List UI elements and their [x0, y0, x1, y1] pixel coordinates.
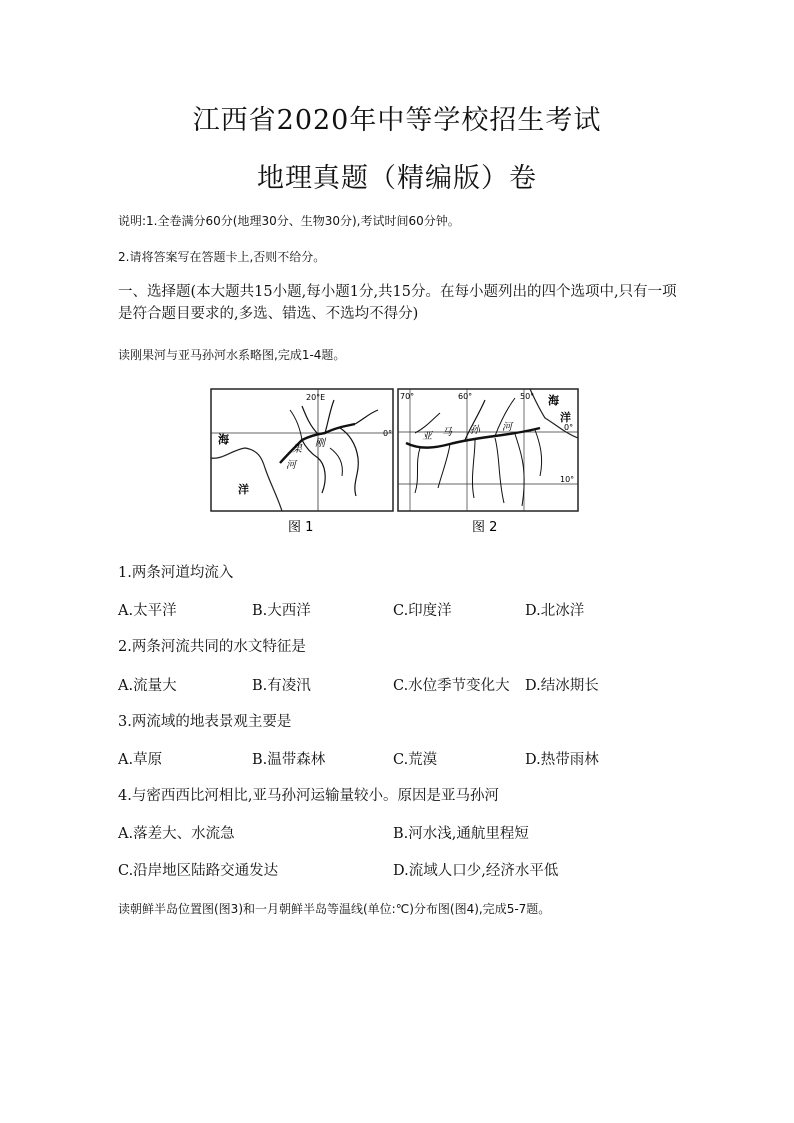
question-3-option-a: A.草原 [118, 752, 163, 768]
fig2-river-char-4: 河 [502, 422, 512, 433]
question-4-option-c: C.沿岸地区陆路交通发达 [118, 863, 279, 879]
figure-1-caption: 图 1 [288, 520, 314, 535]
fig2-lon-label-60: 60° [458, 392, 473, 401]
instruction-note-1: 说明:1.全卷满分60分(地理30分、生物30分),考试时间60分钟。 [118, 214, 460, 228]
question-2-stem: 2.两条河流共同的水文特征是 [118, 639, 306, 655]
question-4-stem: 4.与密西西比河相比,亚马孙河运输量较小。原因是亚马孙河 [118, 788, 499, 804]
fig2-lon-label-50: 50° [520, 392, 535, 401]
fig2-lat-label-0: 0° [564, 423, 574, 432]
question-4-option-a: A.落差大、水流急 [118, 826, 235, 842]
exam-subtitle: 地理真题（精编版）卷 [257, 163, 537, 194]
question-4-option-d: D.流域人口少,经济水平低 [393, 863, 559, 879]
question-3-option-b: B.温带森林 [252, 752, 326, 768]
exam-title: 江西省2020年中等学校招生考试 [192, 105, 602, 136]
question-1-option-c: C.印度洋 [393, 603, 452, 619]
question-2-option-c: C.水位季节变化大 [393, 678, 510, 694]
question-3-option-d: D.热带雨林 [525, 752, 599, 768]
fig2-sea-label: 海 [548, 394, 559, 407]
section-header-line-1: 一、选择题(本大题共15小题,每小题1分,共15分。在每小题列出的四个选项中,只有一项 [118, 284, 677, 300]
question-2-option-a: A.流量大 [118, 678, 177, 694]
figure-2-map [398, 389, 578, 511]
fig2-ocean-label: 洋 [560, 411, 571, 424]
question-4-option-b: B.河水浅,通航里程短 [393, 826, 529, 842]
question-2-option-d: D.结冰期长 [525, 678, 599, 694]
map-question-intro: 读刚果河与亚马孙河水系略图,完成1-4题。 [118, 348, 346, 362]
fig1-sea-label: 海 [218, 433, 229, 446]
figure-2-caption: 图 2 [472, 520, 498, 535]
fig1-river-char-1: 刚 [315, 438, 325, 449]
question-1-option-d: D.北冰洋 [525, 603, 585, 619]
fig1-ocean-label: 洋 [238, 483, 249, 496]
question-3-stem: 3.两流域的地表景观主要是 [118, 714, 292, 730]
question-1-stem: 1.两条河道均流入 [118, 565, 234, 581]
section-header-line-2: 是符合题目要求的,多选、错选、不选均不得分) [118, 306, 419, 322]
fig1-lat-label: 0° [383, 429, 393, 438]
fig2-lon-label-70: 70° [400, 392, 415, 401]
fig1-lon-label: 20°E [306, 393, 326, 402]
river-maps-figure [210, 388, 580, 538]
question-1-option-b: B.大西洋 [252, 603, 311, 619]
section-header [118, 281, 678, 325]
fig2-river-char-3: 孙 [470, 425, 480, 436]
fig2-river-char-2: 马 [442, 427, 452, 438]
question-1-option-a: A.太平洋 [118, 603, 177, 619]
question-3-option-c: C.荒漠 [393, 752, 438, 768]
fig1-river-char-2: 果 [292, 444, 302, 455]
question-2-option-b: B.有凌汛 [252, 678, 311, 694]
fig2-lat-label-10: 10° [560, 475, 575, 484]
fig2-river-char-1: 亚 [422, 431, 432, 442]
figure-1-map [211, 389, 393, 511]
instruction-note-2: 2.请将答案写在答题卡上,否则不给分。 [118, 250, 326, 264]
next-question-intro: 读朝鲜半岛位置图(图3)和一月朝鲜半岛等温线(单位:℃)分布图(图4),完成5-7题。 [118, 902, 551, 916]
fig1-river-char-3: 河 [286, 460, 296, 471]
